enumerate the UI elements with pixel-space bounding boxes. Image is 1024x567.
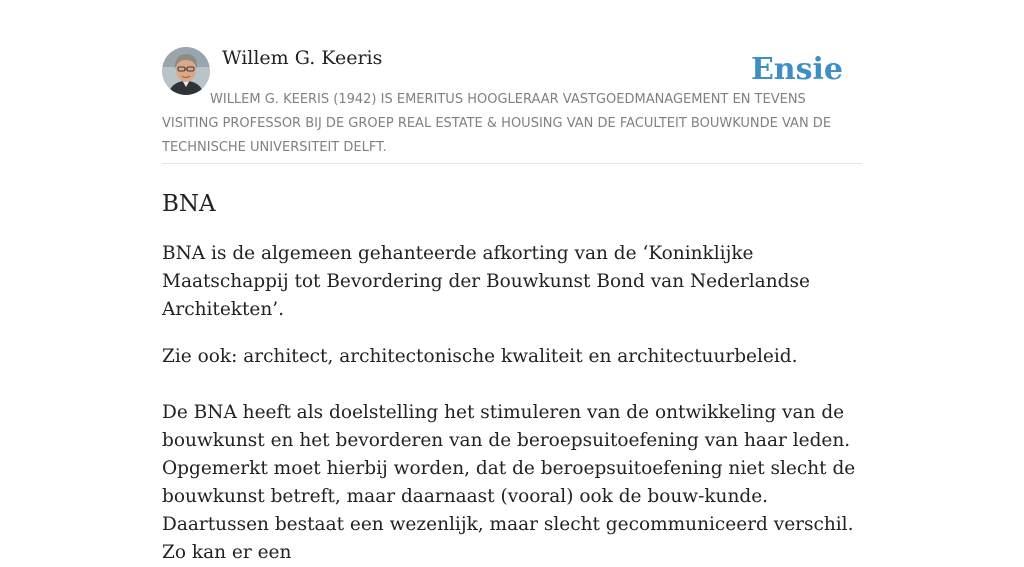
- author-name[interactable]: Willem G. Keeris: [222, 47, 383, 69]
- author-header: [162, 0, 862, 164]
- entry-title: BNA: [162, 191, 216, 217]
- brand-logo[interactable]: Ensie: [750, 52, 843, 87]
- entry-content: [162, 188, 862, 567]
- entry-paragraph: BNA is de algemeen gehanteerde afkorting van de ‘Koninklijke Maatschappij tot Bevordering der Bouwkunst Bond van Nederlandse Architekten’.: [162, 243, 810, 320]
- article-container: [162, 0, 862, 567]
- entry-paragraph: Zie ook: architect, architectonische kwaliteit en architectuurbeleid.: [162, 346, 798, 367]
- entry-paragraph: De BNA heeft als doelstelling het stimuleren van de ontwikkeling van de bouwkunst en het bevorderen van de beroepsuitoefening van haar leden. Opgemerkt moet hierbij worden, dat de beroepsuitoefening niet slecht de bouwkunst betreft, maar daarnaast (vooral) ook de bouw-kunde. Daartussen bestaat een wezenlijk, maar slecht gecommuniceerd verschil. Zo kan er een: [162, 402, 856, 563]
- author-bio: WILLEM G. KEERIS (1942) IS EMERITUS HOOGLERAAR VASTGOEDMANAGEMENT EN TEVENS VISITING PROFESSOR BIJ DE GROEP REAL ESTATE & HOUSING VAN DE FACULTEIT BOUWKUNDE VAN DE TECHNISCHE UNIVERSITEIT DELFT.: [162, 92, 832, 155]
